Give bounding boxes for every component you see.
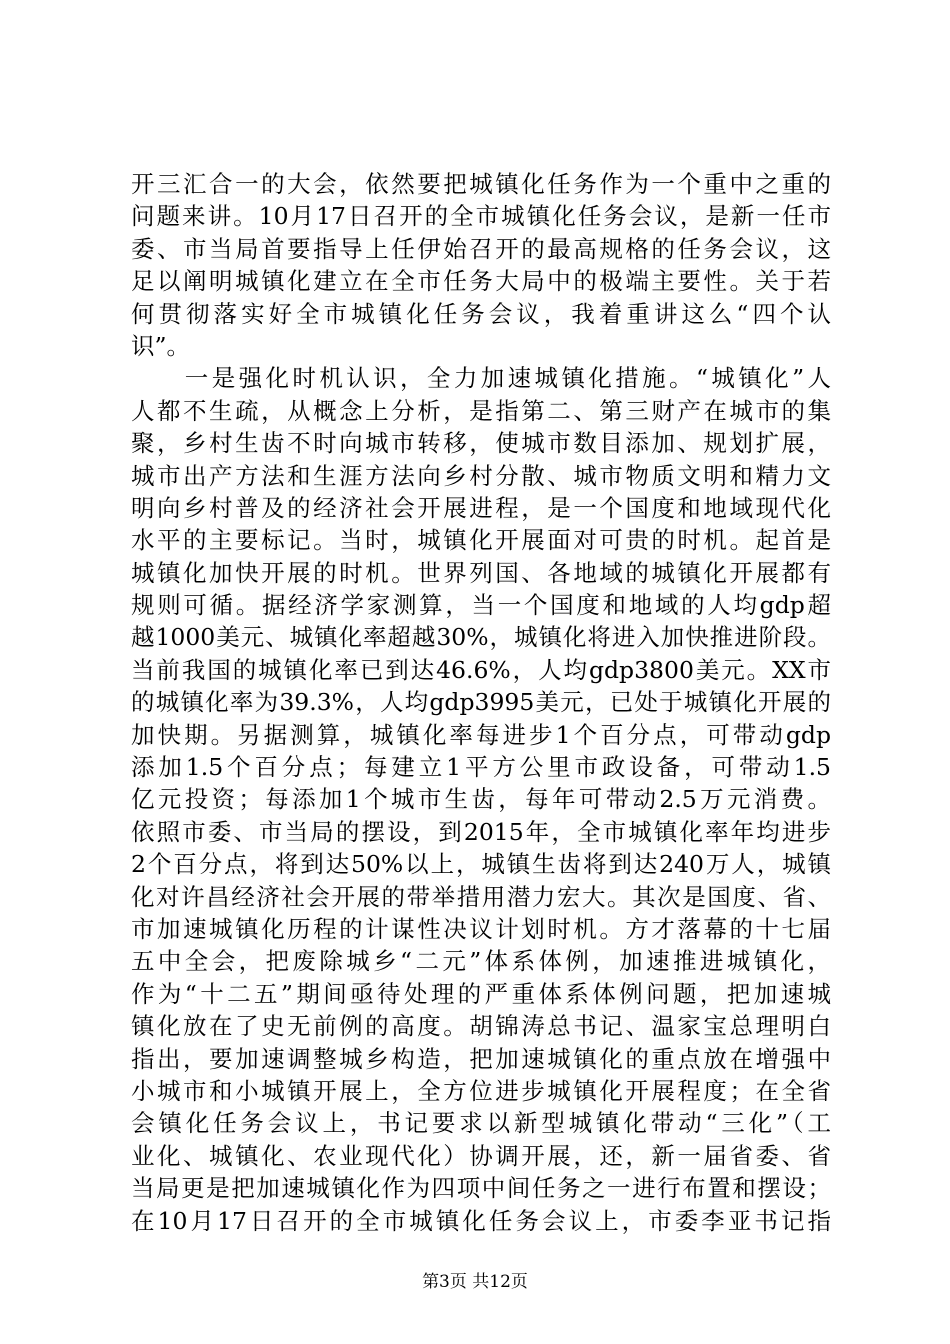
text-line: 亿元投资；每添加1个城市生齿，每年可带动2.5万元消费。 [131,785,831,814]
text-line: 化对许昌经济社会开展的带举措用潜力宏大。其次是国度、省、 [131,882,831,911]
text-line: 何贯彻落实好全市城镇化任务会议，我着重讲这么“四个认 [131,299,831,328]
text-line: 小城市和小城镇开展上，全方位进步城镇化开展程度；在全省 [131,1076,831,1105]
text-line: 水平的主要标记。当时，城镇化开展面对可贵的时机。起首是 [131,526,831,555]
text-line: 一是强化时机认识，全力加速城镇化措施。“城镇化”人 [131,364,831,393]
text-line: 人都不生疏，从概念上分析，是指第二、第三财产在城市的集 [131,396,831,425]
text-line: 识”。 [131,331,191,360]
text-line: 规则可循。据经济学家测算，当一个国度和地域的人均gdp超 [131,591,831,620]
text-line: 开三汇合一的大会，依然要把城镇化任务作为一个重中之重的 [131,170,831,198]
text-line: 依照市委、市当局的摆设，到2015年，全市城镇化率年均进步 [131,817,831,846]
text-line: 在10月17日召开的全市城镇化任务会议上，市委李亚书记指 [131,1206,831,1235]
text-line: 作为“十二五”期间亟待处理的严重体系体例问题，把加速城 [131,979,831,1008]
text-line: 当前我国的城镇化率已到达46.6%，人均gdp3800美元。XX市 [131,655,831,684]
text-line: 指出，要加速调整城乡构造，把加速城镇化的重点放在增强中 [131,1044,831,1073]
text-line: 城市出产方法和生涯方法向乡村分散、城市物质文明和精力文 [131,461,831,490]
text-line: 加快期。另据测算，城镇化率每进步1个百分点，可带动gdp [131,720,831,749]
text-line: 越1000美元、城镇化率超越30%，城镇化将进入加快推进阶段。 [131,623,831,652]
text-line: 足以阐明城镇化建立在全市任务大局中的极端主要性。关于若 [131,267,831,296]
text-line: 会镇化任务会议上，书记要求以新型城镇化带动“三化”（工 [131,1109,831,1138]
body-text [131,168,831,1237]
text-line: 当局更是把加速城镇化作为四项中间任务之一进行布置和摆设； [131,1174,831,1203]
text-line: 添加1.5个百分点；每建立1平方公里市政设备，可带动1.5 [131,753,831,782]
text-line: 2个百分点，将到达50%以上，城镇生齿将到达240万人，城镇 [131,850,831,879]
text-line: 委、市当局首要指导上任伊始召开的最高规格的任务会议，这 [131,234,831,263]
text-line: 镇化放在了史无前例的高度。胡锦涛总书记、温家宝总理明白 [131,1012,831,1041]
text-line: 城镇化加快开展的时机。世界列国、各地域的城镇化开展都有 [131,558,831,587]
text-line: 明向乡村普及的经济社会开展进程，是一个国度和地域现代化 [131,493,831,522]
text-line: 业化、城镇化、农业现代化）协调开展，还，新一届省委、省 [131,1141,831,1170]
text-line: 聚，乡村生齿不时向城市转移，使城市数目添加、规划扩展， [131,429,831,458]
page-footer: 第3页 共12页 [422,1272,528,1292]
text-line: 问题来讲。10月17日召开的全市城镇化任务会议，是新一任市 [131,202,831,231]
text-line: 的城镇化率为39.3%，人均gdp3995美元，已处于城镇化开展的 [131,688,831,717]
text-line: 五中全会，把废除城乡“二元”体系体例，加速推进城镇化， [131,947,831,976]
text-line: 市加速城镇化历程的计谋性决议计划时机。方才落幕的十七届 [131,914,831,943]
